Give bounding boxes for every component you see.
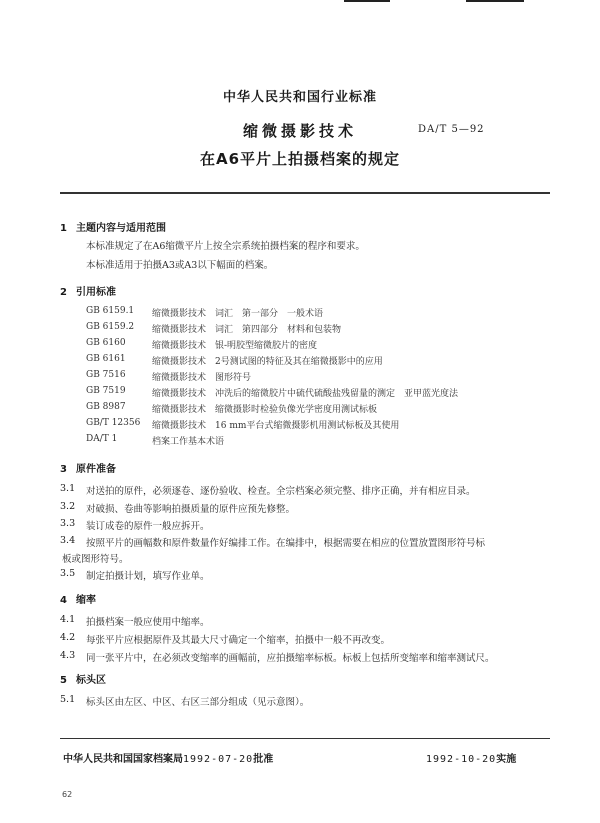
section-heading-4: 4 缩率 bbox=[60, 595, 96, 606]
approval-date: 1992-07-20 bbox=[183, 754, 254, 765]
clause-text: 对送拍的原件，必须逐卷、逐份验收、检查。全宗档案必须完整、排序正确，并有相应目录。 bbox=[86, 486, 476, 497]
section-heading-3: 3 原件准备 bbox=[60, 464, 116, 475]
approval-label: 批准 bbox=[253, 754, 274, 765]
section-heading-2: 2 引用标准 bbox=[60, 287, 116, 298]
header-divider bbox=[60, 192, 550, 194]
paragraph: 本标准规定了在A6缩微平片上按全宗系统拍摄档案的程序和要求。 bbox=[86, 241, 365, 252]
reference-title: 档案工作基本术语 bbox=[152, 437, 225, 447]
reference-code: GB 7516 bbox=[86, 370, 126, 380]
top-rule-mark bbox=[344, 0, 390, 2]
document-title-line2: 在A6平片上拍摄档案的规定 bbox=[199, 150, 401, 168]
clause-text-continued: 板或图形符号。 bbox=[62, 554, 129, 565]
footer-divider bbox=[60, 738, 550, 739]
reference-code: GB/T 12356 bbox=[86, 418, 141, 428]
effective-date: 1992-10-20 bbox=[426, 754, 497, 765]
reference-code: GB 7519 bbox=[86, 386, 126, 396]
reference-code: GB 6159.2 bbox=[86, 322, 135, 332]
effective-line bbox=[426, 750, 516, 765]
reference-code: DA/T 1 bbox=[86, 434, 118, 444]
clause-text: 对破损、卷曲等影响拍摄质量的原件应预先修整。 bbox=[86, 504, 296, 515]
approval-line bbox=[63, 750, 273, 765]
clause-number: 5.1 bbox=[60, 694, 76, 705]
issuing-standard-category: 中华人民共和国行业标准 bbox=[222, 90, 377, 105]
standard-number: DA/T 5—92 bbox=[418, 124, 485, 135]
clause-number: 3.5 bbox=[60, 568, 76, 579]
reference-code: GB 6161 bbox=[86, 354, 126, 364]
section-heading-1: 1 主题内容与适用范围 bbox=[60, 223, 166, 234]
clause-number: 4.3 bbox=[60, 650, 76, 661]
clause-text: 按照平片的画幅数和原件数量作好编排工作。在编排中，根据需要在相应的位置放置图形符号标 bbox=[86, 538, 486, 549]
top-rule-mark bbox=[466, 0, 524, 2]
issuer: 中华人民共和国国家档案局 bbox=[63, 754, 183, 765]
reference-title: 缩微摄影技术 2号测试图的特征及其在缩微摄影中的应用 bbox=[152, 357, 383, 367]
page-number: 62 bbox=[62, 790, 73, 799]
clause-text: 装订成卷的原件一般应拆开。 bbox=[86, 521, 210, 532]
clause-text: 每张平片应根据原件及其最大尺寸确定一个缩率，拍摄中一般不再改变。 bbox=[86, 635, 391, 646]
clause-number: 3.1 bbox=[60, 483, 76, 494]
clause-number: 3.2 bbox=[60, 501, 76, 512]
reference-title: 缩微摄影技术 词汇 第一部分 一般术语 bbox=[152, 309, 324, 319]
reference-code: GB 6160 bbox=[86, 338, 126, 348]
clause-text: 制定拍摄计划，填写作业单。 bbox=[86, 571, 210, 582]
reference-title: 缩微摄影技术 缩微摄影时检验负像光学密度用测试标板 bbox=[152, 405, 378, 415]
reference-code: GB 8987 bbox=[86, 402, 126, 412]
clause-number: 3.4 bbox=[60, 535, 76, 546]
clause-text: 标头区由左区、中区、右区三部分组成（见示意图）。 bbox=[86, 697, 310, 708]
effective-label: 实施 bbox=[496, 754, 517, 765]
clause-text: 同一张平片中，在必须改变缩率的画幅前，应拍摄缩率标板。标板上包括所变缩率和缩率测试尺。 bbox=[86, 653, 495, 664]
section-heading-5: 5 标头区 bbox=[60, 675, 106, 686]
document-title-line1: 缩微摄影技术 bbox=[242, 122, 357, 140]
reference-title: 缩微摄影技术 图形符号 bbox=[152, 373, 252, 383]
reference-title: 缩微摄影技术 词汇 第四部分 材料和包装物 bbox=[152, 325, 342, 335]
reference-title: 缩微摄影技术 冲洗后的缩微胶片中硫代硫酸盐残留量的测定 亚甲蓝光度法 bbox=[152, 389, 459, 399]
paragraph: 本标准适用于拍摄A3或A3以下幅面的档案。 bbox=[86, 260, 274, 271]
clause-number: 4.2 bbox=[60, 632, 76, 643]
reference-title: 缩微摄影技术 16 mm平台式缩微摄影机用测试标板及其使用 bbox=[152, 421, 400, 431]
clause-number: 3.3 bbox=[60, 518, 76, 529]
clause-number: 4.1 bbox=[60, 614, 76, 625]
reference-title: 缩微摄影技术 银-明胶型缩微胶片的密度 bbox=[152, 341, 318, 351]
reference-code: GB 6159.1 bbox=[86, 306, 135, 316]
clause-text: 拍摄档案一般应使用中缩率。 bbox=[86, 617, 210, 628]
